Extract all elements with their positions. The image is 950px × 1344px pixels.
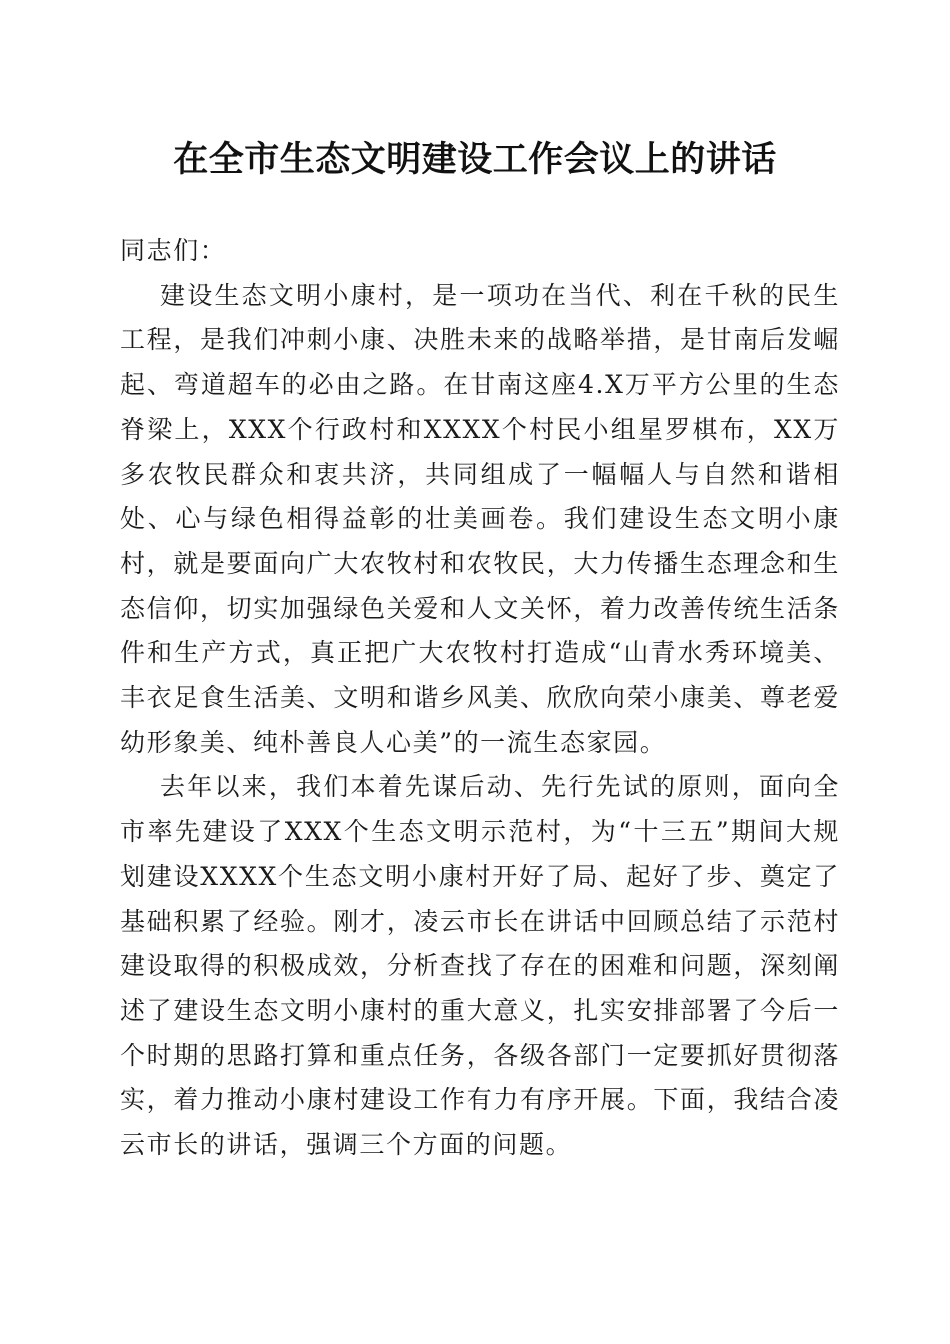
paragraph-1: 建设生态文明小康村，是一项功在当代、利在千秋的民生工程，是我们冲刺小康、决胜未来的战略举措，是甘南后发崛起、弯道超车的必由之路。在甘南这座4.X万平方公里的生态脊梁上，XXX个行政村和XXXX个村民小组星罗棋布，XX万多农牧民群众和衷共济，共同组成了一幅幅人与自然和谐相处、心与绿色相得益彰的壮美画卷。我们建设生态文明小康村，就是要面向广大农牧村和农牧民，大力传播生态理念和生态信仰，切实加强绿色关爱和人文关怀，着力改善传统生活条件和生产方式，真正把广大农牧村打造成“山青水秀环境美、丰衣足食生活美、文明和谐乡风美、欣欣向荣小康美、尊老爱幼形象美、纯朴善良人心美”的一流生态家园。	[120, 280, 840, 757]
paragraph-2: 去年以来，我们本着先谋后动、先行先试的原则，面向全市率先建设了XXX个生态文明示范村，为“十三五”期间大规划建设XXXX个生态文明小康村开好了局、起好了步、奠定了基础积累了经验。刚才，凌云市长在讲话中回顾总结了示范村建设取得的积极成效，分析查找了存在的困难和问题，深刻阐述了建设生态文明小康村的重大意义，扎实安排部署了今后一个时期的思路打算和重点任务，各级各部门一定要抓好贯彻落实，着力推动小康村建设工作有力有序开展。下面，我结合凌云市长的讲话，强调三个方面的问题。	[120, 772, 840, 1160]
document-title: 在全市生态文明建设工作会议上的讲话	[173, 139, 777, 180]
document-body	[120, 229, 840, 1168]
salutation: 同志们：	[120, 236, 227, 265]
